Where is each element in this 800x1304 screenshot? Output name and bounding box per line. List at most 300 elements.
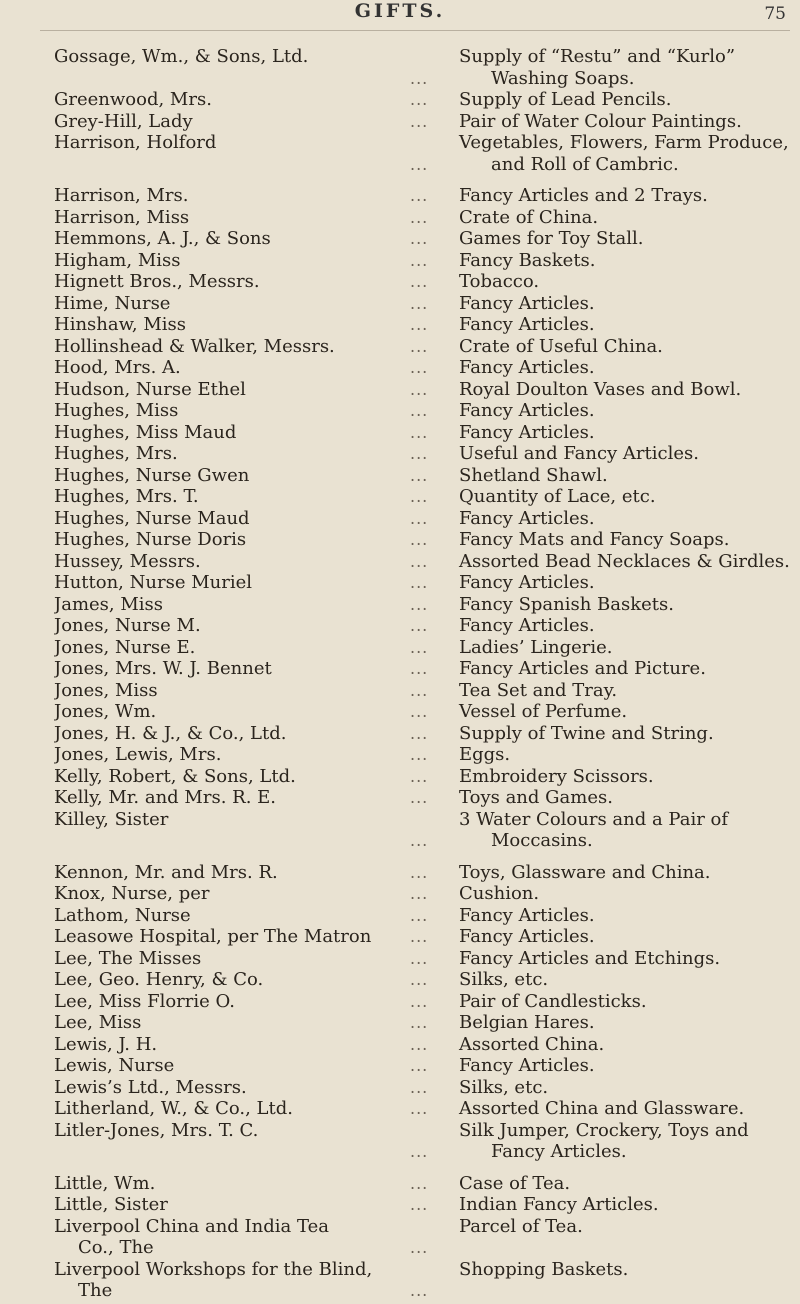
gift-line: Embroidery Scissors. bbox=[459, 765, 654, 787]
list-item bbox=[0, 89, 800, 111]
list-item bbox=[0, 948, 800, 970]
leader-dots: ... bbox=[410, 465, 429, 485]
list-item bbox=[0, 809, 800, 852]
gift-description bbox=[459, 1077, 794, 1099]
leader-dots: ... bbox=[410, 991, 429, 1011]
donor-name bbox=[54, 637, 454, 659]
gift-line: Toys, Glassware and China. bbox=[459, 861, 711, 883]
donor-line: Jones, Miss bbox=[54, 679, 158, 701]
gift-line: Fancy Articles. bbox=[459, 421, 595, 443]
list-item bbox=[0, 529, 800, 551]
leader-dots: ... bbox=[410, 487, 429, 506]
donor-line: Kelly, Robert, & Sons, Ltd. bbox=[54, 765, 296, 787]
gift-description bbox=[459, 314, 794, 336]
gift-description bbox=[459, 594, 794, 616]
leader-dots: ... bbox=[410, 948, 429, 968]
donor-name bbox=[54, 658, 454, 680]
list-item bbox=[0, 905, 800, 927]
donor-name bbox=[54, 594, 454, 616]
list-item bbox=[0, 271, 800, 293]
gift-description bbox=[459, 1216, 794, 1238]
leader-dots: ... bbox=[410, 1173, 429, 1193]
page-header bbox=[0, 0, 800, 30]
list-item bbox=[0, 551, 800, 573]
donor-name bbox=[54, 508, 454, 530]
list-item bbox=[0, 723, 800, 745]
donor-name bbox=[54, 357, 454, 379]
donor-line: Hood, Mrs. A. bbox=[54, 357, 181, 378]
donor-line: Hughes, Nurse Gwen bbox=[54, 464, 250, 486]
gift-line: Belgian Hares. bbox=[459, 1012, 595, 1033]
gift-description bbox=[459, 615, 794, 637]
list-item bbox=[0, 293, 800, 315]
list-item bbox=[0, 185, 800, 207]
gift-description bbox=[459, 1055, 794, 1077]
leader-dots: ... bbox=[410, 659, 429, 678]
donor-line: Hudson, Nurse Ethel bbox=[54, 378, 246, 400]
leader-dots: ... bbox=[410, 315, 429, 334]
leader-dots: ... bbox=[410, 1142, 429, 1161]
donor-line: Litherland, W., & Co., Ltd. bbox=[54, 1098, 293, 1119]
donor-line: Hemmons, A. J., & Sons bbox=[54, 228, 271, 249]
gift-line: Fancy Articles. bbox=[459, 292, 595, 314]
gift-description bbox=[459, 379, 794, 401]
gift-description bbox=[459, 250, 794, 272]
gift-description bbox=[459, 766, 794, 788]
list-item bbox=[0, 594, 800, 616]
leader-dots: ... bbox=[410, 723, 429, 743]
donor-name bbox=[54, 443, 454, 465]
gift-line: Fancy Articles. bbox=[459, 1055, 595, 1076]
gift-description bbox=[459, 228, 794, 250]
gift-description bbox=[459, 185, 794, 207]
donor-name bbox=[54, 723, 454, 745]
donor-line: Greenwood, Mrs. bbox=[54, 89, 212, 110]
donor-line: Lathom, Nurse bbox=[54, 904, 191, 926]
list-item bbox=[0, 336, 800, 358]
gift-description bbox=[459, 680, 794, 702]
gift-description bbox=[459, 1194, 794, 1216]
donor-line: Knox, Nurse, per bbox=[54, 883, 210, 904]
gift-line: Fancy Mats and Fancy Soaps. bbox=[459, 529, 730, 550]
gift-line: Supply of Twine and String. bbox=[459, 722, 714, 744]
list-item bbox=[0, 766, 800, 788]
donor-name bbox=[54, 250, 454, 272]
gift-description bbox=[459, 271, 794, 293]
gift-description bbox=[459, 948, 794, 970]
leader-dots: ... bbox=[410, 970, 429, 989]
leader-dots: ... bbox=[410, 1077, 429, 1097]
gift-line: Crate of China. bbox=[459, 206, 599, 228]
donor-line: Jones, Lewis, Mrs. bbox=[54, 744, 222, 765]
list-item bbox=[0, 637, 800, 659]
gift-description bbox=[459, 111, 794, 133]
list-item bbox=[0, 132, 800, 175]
leader-dots: ... bbox=[410, 68, 429, 88]
donor-name bbox=[54, 336, 454, 358]
leader-dots: ... bbox=[410, 702, 429, 721]
leader-dots: ... bbox=[410, 508, 429, 528]
leader-dots: ... bbox=[410, 1238, 429, 1257]
donor-line: Hinshaw, Miss bbox=[54, 314, 186, 335]
gift-line: Fancy Articles and 2 Trays. bbox=[459, 185, 708, 206]
list-item bbox=[0, 658, 800, 680]
donor-name bbox=[54, 1216, 454, 1259]
donor-line: Little, Wm. bbox=[54, 1172, 156, 1194]
leader-dots: ... bbox=[410, 1056, 429, 1075]
leader-dots: ... bbox=[410, 444, 429, 463]
gift-line: Crate of Useful China. bbox=[459, 335, 663, 357]
list-item bbox=[0, 1012, 800, 1034]
gift-description bbox=[459, 1012, 794, 1034]
list-item bbox=[0, 701, 800, 723]
donor-line: Lee, Miss bbox=[54, 1012, 142, 1033]
donor-name bbox=[54, 1120, 454, 1142]
gift-description bbox=[459, 572, 794, 594]
gift-description bbox=[459, 1098, 794, 1120]
gift-line: Case of Tea. bbox=[459, 1172, 571, 1194]
gift-line: Shopping Baskets. bbox=[459, 1258, 629, 1280]
gift-description bbox=[459, 132, 794, 175]
list-item bbox=[0, 1259, 800, 1302]
donor-line: Little, Sister bbox=[54, 1194, 168, 1215]
donor-line: Hughes, Miss bbox=[54, 400, 179, 421]
gift-line: Vessel of Perfume. bbox=[459, 701, 628, 722]
donor-line: Killey, Sister bbox=[54, 808, 169, 830]
gift-line-continued: and Roll of Cambric. bbox=[491, 153, 679, 175]
donor-name bbox=[54, 766, 454, 788]
leader-dots: ... bbox=[410, 594, 429, 614]
donor-name bbox=[54, 1034, 454, 1056]
leader-dots: ... bbox=[410, 551, 429, 571]
gift-line: Pair of Candlesticks. bbox=[459, 990, 647, 1012]
leader-dots: ... bbox=[410, 616, 429, 635]
gift-line: Vegetables, Flowers, Farm Produce, bbox=[459, 132, 789, 153]
gift-line: Fancy Spanish Baskets. bbox=[459, 593, 674, 615]
donor-line: Gossage, Wm., & Sons, Ltd. bbox=[54, 46, 309, 67]
list-item bbox=[0, 926, 800, 948]
list-item bbox=[0, 991, 800, 1013]
donor-name bbox=[54, 1098, 454, 1120]
donor-line: Lewis, J. H. bbox=[54, 1033, 158, 1055]
donor-line: Harrison, Holford bbox=[54, 132, 217, 153]
gift-line: Fancy Articles and Picture. bbox=[459, 658, 706, 679]
list-item bbox=[0, 314, 800, 336]
list-item bbox=[0, 443, 800, 465]
gift-line: Fancy Articles. bbox=[459, 926, 595, 947]
list-item bbox=[0, 422, 800, 444]
gift-line: Quantity of Lace, etc. bbox=[459, 486, 656, 507]
donor-line: Hutton, Nurse Muriel bbox=[54, 572, 252, 593]
leader-dots: ... bbox=[410, 788, 429, 807]
gift-description bbox=[459, 1259, 794, 1281]
gift-line: Fancy Articles. bbox=[459, 615, 595, 636]
donor-name bbox=[54, 271, 454, 293]
leader-dots: ... bbox=[410, 379, 429, 399]
gift-line: Assorted China and Glassware. bbox=[459, 1098, 745, 1119]
list-item bbox=[0, 250, 800, 272]
gift-description bbox=[459, 207, 794, 229]
donor-name bbox=[54, 615, 454, 637]
donor-line: Jones, H. & J., & Co., Ltd. bbox=[54, 722, 287, 744]
gift-line: Silks, etc. bbox=[459, 1076, 549, 1098]
donor-name bbox=[54, 551, 454, 573]
donor-name bbox=[54, 680, 454, 702]
donor-name bbox=[54, 862, 454, 884]
leader-dots: ... bbox=[410, 272, 429, 291]
list-item bbox=[0, 46, 800, 89]
donor-line: Hollinshead & Walker, Messrs. bbox=[54, 335, 335, 357]
gift-line-continued: Fancy Articles. bbox=[491, 1141, 627, 1162]
donor-name bbox=[54, 948, 454, 970]
donor-name bbox=[54, 991, 454, 1013]
donor-line: Hughes, Nurse Doris bbox=[54, 529, 247, 550]
donor-name bbox=[54, 969, 454, 991]
leader-dots: ... bbox=[410, 358, 429, 377]
donor-name bbox=[54, 379, 454, 401]
donor-line: Hughes, Mrs. bbox=[54, 443, 178, 464]
donor-name bbox=[54, 883, 454, 905]
leader-dots: ... bbox=[410, 831, 429, 850]
gift-description bbox=[459, 701, 794, 723]
leader-dots: ... bbox=[410, 905, 429, 925]
gift-description bbox=[459, 465, 794, 487]
gift-line: Eggs. bbox=[459, 744, 511, 765]
list-item bbox=[0, 111, 800, 133]
donor-line: Jones, Nurse E. bbox=[54, 636, 196, 658]
donor-line: Liverpool China and India Tea bbox=[54, 1215, 329, 1237]
donor-line: Leasowe Hospital, per The Matron bbox=[54, 926, 372, 947]
header-rule bbox=[40, 30, 790, 31]
leader-dots: ... bbox=[410, 530, 429, 549]
gift-line: Assorted Bead Necklaces & Girdles. bbox=[459, 550, 790, 572]
gift-description bbox=[459, 883, 794, 905]
donor-line: Lee, Geo. Henry, & Co. bbox=[54, 969, 264, 990]
donor-name bbox=[54, 89, 454, 111]
gift-line: Pair of Water Colour Paintings. bbox=[459, 110, 742, 132]
list-item bbox=[0, 400, 800, 422]
donor-line: Hime, Nurse bbox=[54, 292, 171, 314]
leader-dots: ... bbox=[410, 1099, 429, 1118]
running-title: GIFTS. bbox=[354, 0, 446, 22]
list-item bbox=[0, 680, 800, 702]
gift-line: Useful and Fancy Articles. bbox=[459, 443, 699, 464]
donor-name bbox=[54, 809, 454, 831]
gift-description bbox=[459, 400, 794, 422]
list-item bbox=[0, 787, 800, 809]
donor-line: Jones, Mrs. W. J. Bennet bbox=[54, 658, 272, 679]
leader-dots: ... bbox=[410, 637, 429, 657]
gift-line-continued: Washing Soaps. bbox=[491, 67, 635, 89]
donor-line: Lee, The Misses bbox=[54, 947, 202, 969]
leader-dots: ... bbox=[410, 573, 429, 592]
leader-dots: ... bbox=[410, 90, 429, 109]
gift-description bbox=[459, 293, 794, 315]
gift-description bbox=[459, 46, 794, 89]
list-item bbox=[0, 508, 800, 530]
donor-name bbox=[54, 1259, 454, 1302]
leader-dots: ... bbox=[410, 154, 429, 174]
gift-line-continued: Moccasins. bbox=[491, 830, 593, 851]
donor-name bbox=[54, 701, 454, 723]
leader-dots: ... bbox=[410, 186, 429, 205]
leader-dots: ... bbox=[410, 111, 429, 131]
leader-dots: ... bbox=[410, 680, 429, 700]
donor-name bbox=[54, 422, 454, 444]
gift-line: Cushion. bbox=[459, 883, 540, 904]
donor-name bbox=[54, 1194, 454, 1216]
donor-line: Harrison, Mrs. bbox=[54, 185, 189, 206]
donor-name bbox=[54, 926, 454, 948]
gift-line: Fancy Articles and Etchings. bbox=[459, 947, 721, 969]
page-number: 75 bbox=[764, 4, 786, 24]
gift-description bbox=[459, 926, 794, 948]
donor-name bbox=[54, 1077, 454, 1099]
donor-name bbox=[54, 46, 454, 68]
list-item bbox=[0, 969, 800, 991]
leader-dots: ... bbox=[410, 229, 429, 248]
list-item bbox=[0, 1098, 800, 1120]
donor-line: Hignett Bros., Messrs. bbox=[54, 271, 260, 292]
leader-dots: ... bbox=[410, 250, 429, 270]
gift-line: Supply of Lead Pencils. bbox=[459, 89, 672, 110]
donor-name bbox=[54, 1173, 454, 1195]
leader-dots: ... bbox=[410, 1195, 429, 1214]
gift-description bbox=[459, 1173, 794, 1195]
gift-description bbox=[459, 486, 794, 508]
donor-line: Higham, Miss bbox=[54, 249, 181, 271]
donor-name bbox=[54, 1055, 454, 1077]
gift-line: 3 Water Colours and a Pair of bbox=[459, 808, 729, 830]
donor-line: Litler-Jones, Mrs. T. C. bbox=[54, 1119, 259, 1141]
gift-line: Games for Toy Stall. bbox=[459, 228, 644, 249]
gift-line: Fancy Articles. bbox=[459, 357, 595, 378]
gift-line: Shetland Shawl. bbox=[459, 464, 608, 486]
leader-dots: ... bbox=[410, 207, 429, 227]
donor-line: Hughes, Miss Maud bbox=[54, 421, 237, 443]
gift-description bbox=[459, 1120, 794, 1163]
leader-dots: ... bbox=[410, 401, 429, 420]
list-item bbox=[0, 228, 800, 250]
donor-name bbox=[54, 465, 454, 487]
gift-line: Fancy Articles. bbox=[459, 400, 595, 421]
leader-dots: ... bbox=[410, 1281, 429, 1300]
gift-line: Indian Fancy Articles. bbox=[459, 1194, 659, 1215]
gift-description bbox=[459, 862, 794, 884]
gift-line: Assorted China. bbox=[459, 1033, 605, 1055]
gift-description bbox=[459, 1034, 794, 1056]
donor-line: Harrison, Miss bbox=[54, 206, 190, 228]
gift-line: Supply of “Restu” and “Kurlo” bbox=[459, 46, 736, 67]
donor-name bbox=[54, 207, 454, 229]
gift-description bbox=[459, 551, 794, 573]
donor-line-continued: Co., The bbox=[78, 1237, 154, 1258]
leader-dots: ... bbox=[410, 884, 429, 903]
gift-description bbox=[459, 969, 794, 991]
donor-name bbox=[54, 132, 454, 154]
gift-line: Fancy Articles. bbox=[459, 572, 595, 593]
leader-dots: ... bbox=[410, 422, 429, 442]
list-item bbox=[0, 1120, 800, 1163]
list-item bbox=[0, 1077, 800, 1099]
gift-line: Tobacco. bbox=[459, 271, 540, 292]
donor-name bbox=[54, 314, 454, 336]
leader-dots: ... bbox=[410, 1013, 429, 1032]
donor-line: Hughes, Nurse Maud bbox=[54, 507, 250, 529]
donor-name bbox=[54, 529, 454, 551]
list-item bbox=[0, 207, 800, 229]
donor-name bbox=[54, 185, 454, 207]
donor-name bbox=[54, 905, 454, 927]
donor-line: Hussey, Messrs. bbox=[54, 550, 201, 572]
leader-dots: ... bbox=[410, 766, 429, 786]
list-item bbox=[0, 883, 800, 905]
gift-line: Fancy Articles. bbox=[459, 314, 595, 335]
gift-line: Silk Jumper, Crockery, Toys and bbox=[459, 1119, 749, 1141]
list-item bbox=[0, 744, 800, 766]
gift-description bbox=[459, 529, 794, 551]
donor-line: Jones, Nurse M. bbox=[54, 615, 201, 636]
donor-name bbox=[54, 572, 454, 594]
gift-line: Fancy Articles. bbox=[459, 904, 595, 926]
list-item bbox=[0, 1055, 800, 1077]
list-item bbox=[0, 615, 800, 637]
donor-name bbox=[54, 111, 454, 133]
gift-description bbox=[459, 89, 794, 111]
donor-line: Lewis’s Ltd., Messrs. bbox=[54, 1076, 247, 1098]
gift-line: Ladies’ Lingerie. bbox=[459, 636, 613, 658]
donor-name bbox=[54, 293, 454, 315]
donor-line: Kennon, Mr. and Mrs. R. bbox=[54, 861, 278, 883]
gift-description bbox=[459, 336, 794, 358]
list-item bbox=[0, 1194, 800, 1216]
gift-line: Royal Doulton Vases and Bowl. bbox=[459, 378, 742, 400]
donor-line: Kelly, Mr. and Mrs. R. E. bbox=[54, 787, 276, 808]
donor-line-continued: The bbox=[78, 1280, 113, 1301]
gift-line: Tea Set and Tray. bbox=[459, 679, 618, 701]
donor-line: Lee, Miss Florrie O. bbox=[54, 990, 235, 1012]
gift-description bbox=[459, 422, 794, 444]
donor-name bbox=[54, 787, 454, 809]
donor-line: Hughes, Mrs. T. bbox=[54, 486, 199, 507]
donor-line: Grey-Hill, Lady bbox=[54, 110, 193, 132]
leader-dots: ... bbox=[410, 862, 429, 882]
leader-dots: ... bbox=[410, 336, 429, 356]
donor-line: James, Miss bbox=[54, 593, 164, 615]
gift-description bbox=[459, 658, 794, 680]
gift-line: Parcel of Tea. bbox=[459, 1215, 583, 1237]
leader-dots: ... bbox=[410, 1034, 429, 1054]
list-item bbox=[0, 862, 800, 884]
donor-name bbox=[54, 1012, 454, 1034]
gift-description bbox=[459, 637, 794, 659]
gift-description bbox=[459, 809, 794, 852]
leader-dots: ... bbox=[410, 293, 429, 313]
gift-description bbox=[459, 508, 794, 530]
donor-name bbox=[54, 744, 454, 766]
donor-line: Lewis, Nurse bbox=[54, 1055, 175, 1076]
list-item bbox=[0, 357, 800, 379]
list-item bbox=[0, 1034, 800, 1056]
list-item bbox=[0, 486, 800, 508]
donor-name bbox=[54, 486, 454, 508]
leader-dots: ... bbox=[410, 745, 429, 764]
leader-dots: ... bbox=[410, 927, 429, 946]
gift-description bbox=[459, 723, 794, 745]
donor-line: Liverpool Workshops for the Blind, bbox=[54, 1258, 373, 1280]
list-item bbox=[0, 1173, 800, 1195]
gift-line: Fancy Baskets. bbox=[459, 249, 596, 271]
